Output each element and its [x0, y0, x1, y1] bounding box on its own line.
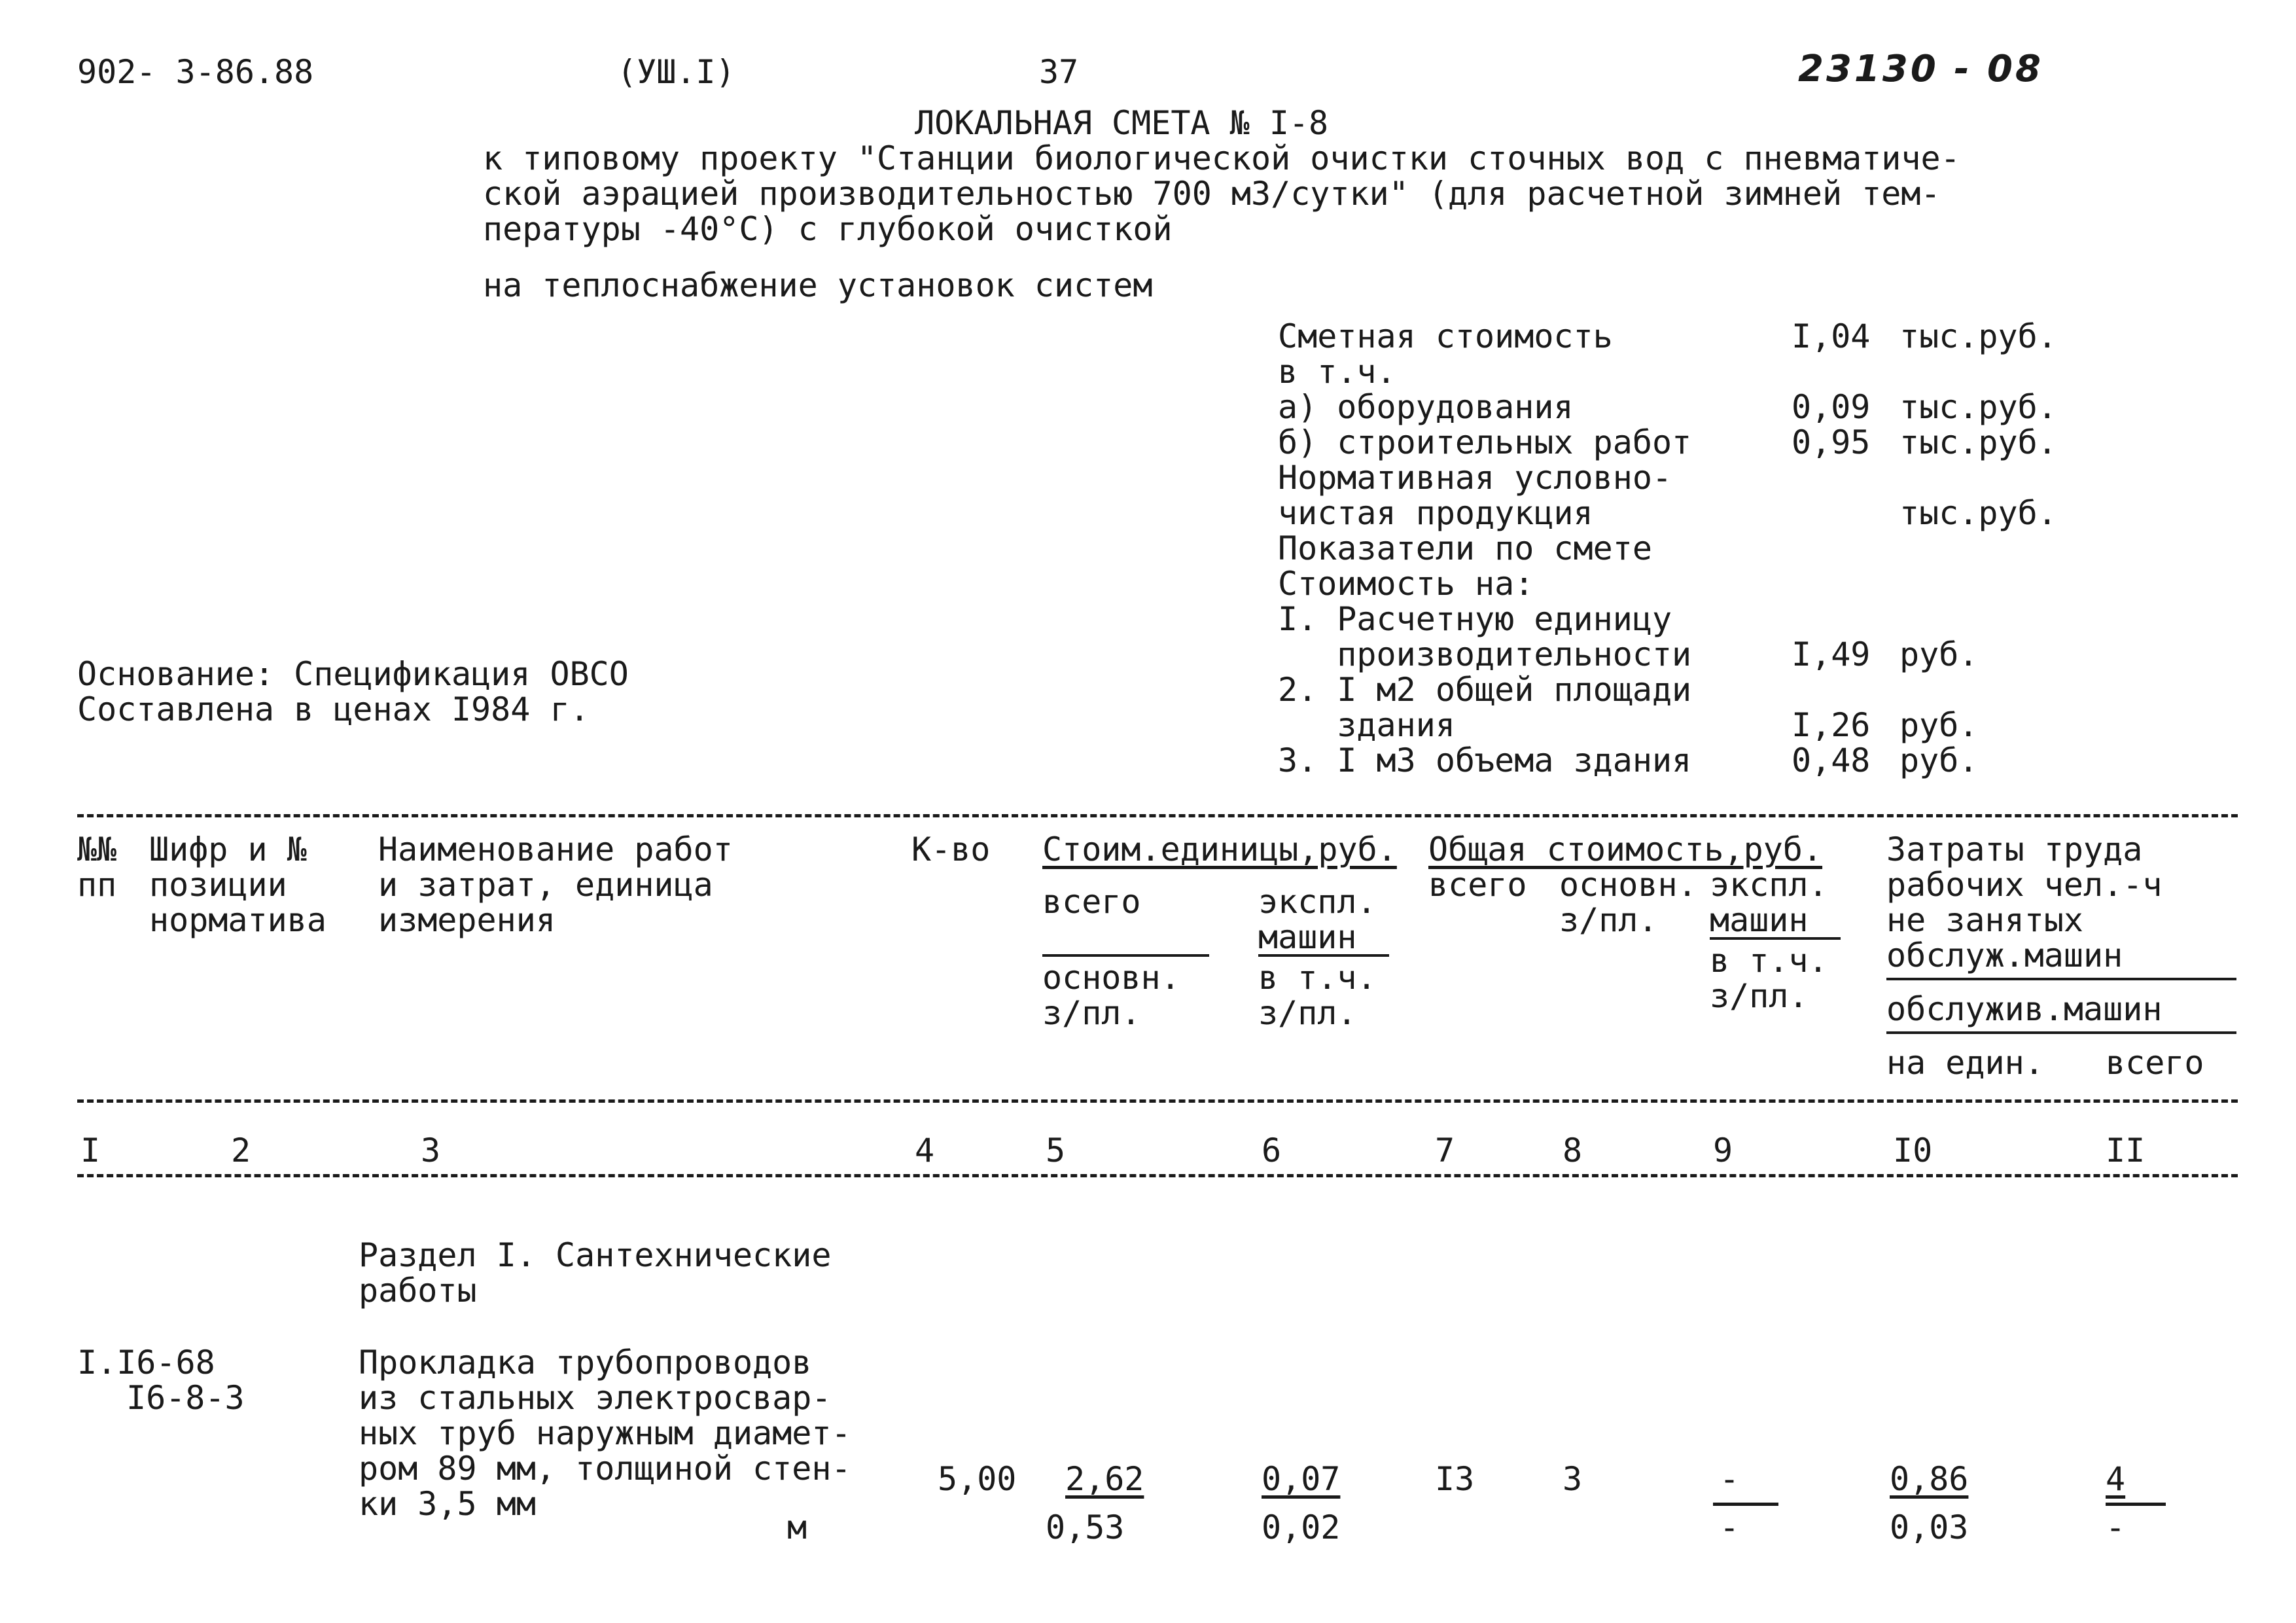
header-total-machines: машин	[1710, 901, 1809, 939]
subtitle-line: к типовому проекту "Станции биологической очистки сточных вод с пневматиче-	[483, 139, 1960, 177]
cost-label: в т.ч.	[1278, 353, 1396, 391]
cost-unit: тыс.руб.	[1899, 317, 2057, 355]
pricing-year-line: Составлена в ценах I984 г.	[77, 690, 590, 728]
header-col-name: и затрат, единица	[378, 866, 713, 904]
header-rule	[1042, 954, 1209, 957]
row-labor-unit: 0,86	[1890, 1460, 1969, 1498]
column-number: 8	[1563, 1132, 1583, 1169]
row-labor-unit-serv: 0,03	[1890, 1508, 1969, 1546]
row-unit-base-pay: 0,53	[1046, 1508, 1125, 1546]
cost-label: чистая продукция	[1278, 494, 1593, 532]
cost-value: I,26	[1792, 706, 1871, 744]
header-unit-machines-pay: в т.ч.	[1258, 959, 1377, 997]
column-number: 7	[1435, 1132, 1455, 1169]
document-number: 23130 - 08	[1798, 48, 2043, 90]
cost-unit: руб.	[1899, 706, 1979, 744]
row-labor-total-serv: -	[2106, 1508, 2126, 1546]
row-total-machines-pay: -	[1720, 1508, 1740, 1546]
cost-value: I,49	[1792, 635, 1871, 673]
header-col-code: Шифр и №	[149, 830, 307, 868]
cost-label: Стоимость на:	[1278, 565, 1534, 603]
header-unit-machines: экспл.	[1258, 883, 1377, 921]
header-unit-cost: Стоим.единицы,руб.	[1042, 830, 1397, 868]
basis-line: Основание: Спецификация ОВСО	[77, 655, 629, 693]
header-labor: рабочих чел.-ч	[1886, 866, 2163, 904]
cost-unit: руб.	[1899, 635, 1979, 673]
header-total-base-pay: з/пл.	[1559, 901, 1658, 939]
column-number: 4	[915, 1132, 935, 1169]
cost-unit: руб.	[1899, 741, 1979, 779]
header-total-machines-pay: з/пл.	[1710, 977, 1809, 1015]
cost-unit: тыс.руб.	[1899, 494, 2057, 532]
row-number: I.I6-68	[77, 1344, 215, 1382]
header-unit-base-pay: з/пл.	[1042, 994, 1141, 1032]
subtitle-line: пературы -40°С) с глубокой очисткой	[483, 210, 1173, 248]
header-total-base-pay: основн.	[1559, 866, 1697, 904]
row-qty: 5,00	[938, 1460, 1017, 1498]
column-number: II	[2106, 1132, 2146, 1169]
section-title: работы	[359, 1272, 477, 1310]
header-col-name: измерения	[378, 901, 556, 939]
column-number: 5	[1046, 1132, 1066, 1169]
row-unit-total: 2,62	[1065, 1460, 1144, 1498]
subtitle-line: ской аэрацией производительностью 700 м3/сутки" (для расчетной зимней тем-	[483, 175, 1941, 213]
header-col-code: позиции	[149, 866, 287, 904]
column-numbers-underline	[77, 1174, 2238, 1177]
row-total-machines-dash	[1713, 1503, 1778, 1506]
cost-label: Сметная стоимость	[1278, 317, 1613, 355]
header-unit-machines-pay: з/пл.	[1258, 994, 1357, 1032]
header-total-cost: Общая стоимость,руб.	[1428, 830, 1823, 868]
row-name-line: Прокладка трубопроводов	[359, 1344, 812, 1382]
header-unit-machines: машин	[1258, 918, 1357, 956]
column-number: 9	[1713, 1132, 1733, 1169]
header-rule	[1710, 937, 1841, 940]
header-unit-total: всего	[1042, 883, 1141, 921]
header-labor-serv: обслужив.машин	[1886, 990, 2163, 1028]
header-total-machines: экспл.	[1710, 866, 1828, 904]
purpose-line: на теплоснабжение установок систем	[483, 266, 1153, 304]
header-rule	[1258, 954, 1389, 957]
table-header-divider	[77, 1099, 2238, 1103]
row-unit-machines-pay: 0,02	[1262, 1508, 1341, 1546]
cost-value: I,04	[1792, 317, 1871, 355]
header-labor: Затраты труда	[1886, 830, 2143, 868]
header-total-machines-pay: в т.ч.	[1710, 942, 1828, 980]
row-unit-machines: 0,07	[1262, 1460, 1341, 1498]
row-total-base-pay: 3	[1563, 1460, 1583, 1498]
header-labor-total: всего	[2106, 1044, 2204, 1082]
cost-label: I. Расчетную единицу	[1278, 600, 1672, 638]
cost-value: 0,48	[1792, 741, 1871, 779]
row-name-line: ром 89 мм, толщиной стен-	[359, 1450, 851, 1488]
header-labor-not-serv: обслуж.машин	[1886, 936, 2123, 974]
cost-value: 0,95	[1792, 423, 1871, 461]
row-name-line: ных труб наружным диамет-	[359, 1414, 851, 1452]
cost-label: производительности	[1278, 635, 1692, 673]
column-number: I0	[1893, 1132, 1933, 1169]
table-top-divider	[77, 814, 2238, 817]
section-title: Раздел I. Сантехнические	[359, 1236, 832, 1274]
cost-label: 3. I м3 объема здания	[1278, 741, 1692, 779]
header-col-code: норматива	[149, 901, 327, 939]
cost-label: Нормативная условно-	[1278, 459, 1672, 497]
cost-label: а) оборудования	[1278, 388, 1574, 426]
column-number: 2	[231, 1132, 251, 1169]
document-title: ЛОКАЛЬНАЯ СМЕТА № I-8	[915, 104, 1329, 142]
column-number: 3	[421, 1132, 441, 1169]
project-code: 902- 3-86.88	[77, 53, 314, 91]
cost-label: 2. I м2 общей площади	[1278, 671, 1692, 709]
cost-label: Показатели по смете	[1278, 529, 1652, 567]
row-name-line: ки 3,5 мм	[359, 1485, 536, 1523]
row-unit: м	[787, 1508, 807, 1546]
header-rule	[1886, 1031, 2236, 1034]
header-labor-per-unit: на един.	[1886, 1044, 2044, 1082]
header-unit-base-pay: основн.	[1042, 959, 1180, 997]
row-labor-total: 4	[2106, 1460, 2126, 1498]
row-labor-total-rule	[2106, 1503, 2166, 1506]
page-number: 37	[1039, 53, 1079, 91]
cost-label: здания	[1278, 706, 1455, 744]
cost-label: б) строительных работ	[1278, 423, 1692, 461]
header-col-number: №№	[77, 830, 117, 868]
row-norm-code: I6-8-3	[126, 1379, 245, 1417]
column-number: 6	[1262, 1132, 1282, 1169]
row-total: I3	[1435, 1460, 1475, 1498]
cost-unit: тыс.руб.	[1899, 388, 2057, 426]
column-number: I	[80, 1132, 101, 1169]
album-number: (УШ.I)	[617, 53, 735, 91]
header-labor: не занятых	[1886, 901, 2084, 939]
cost-value: 0,09	[1792, 388, 1871, 426]
header-col-number: пп	[77, 866, 117, 904]
header-col-qty: К-во	[911, 830, 991, 868]
row-total-machines: -	[1720, 1460, 1740, 1498]
header-rule	[1886, 978, 2236, 980]
header-total-all: всего	[1428, 866, 1527, 904]
row-name-line: из стальных электросвар-	[359, 1379, 832, 1417]
cost-unit: тыс.руб.	[1899, 423, 2057, 461]
header-col-name: Наименование работ	[378, 830, 733, 868]
